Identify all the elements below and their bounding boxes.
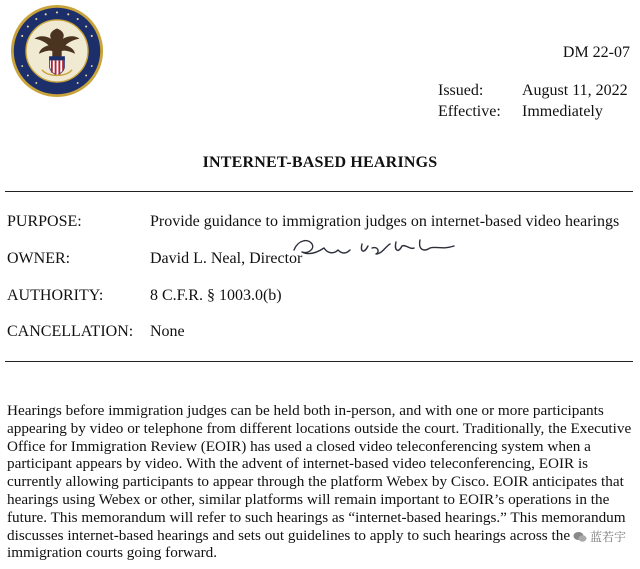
wechat-icon bbox=[573, 531, 587, 543]
memo-body bbox=[7, 402, 635, 562]
doj-seal-logo bbox=[10, 4, 104, 98]
effective-line bbox=[438, 101, 628, 122]
owner-label: OWNER: bbox=[7, 250, 71, 267]
effective-label: Effective: bbox=[438, 103, 501, 120]
top-divider bbox=[5, 191, 633, 192]
purpose-value: Provide guidance to immigration judges on internet-based video hearings bbox=[150, 213, 620, 230]
bottom-divider bbox=[5, 361, 633, 362]
memo-title: INTERNET-BASED HEARINGS bbox=[202, 154, 438, 171]
watermark-text: 蓝若宇 bbox=[589, 530, 626, 544]
issue-effective-block bbox=[438, 80, 628, 122]
watermark bbox=[573, 528, 626, 545]
handwritten-signature bbox=[290, 232, 460, 266]
purpose-label: PURPOSE: bbox=[7, 213, 82, 230]
cancellation-label: CANCELLATION: bbox=[7, 323, 134, 340]
issued-line bbox=[438, 80, 628, 101]
owner-value: David L. Neal, Director bbox=[150, 250, 303, 267]
memo-number: DM 22-07 bbox=[562, 44, 630, 61]
issued-label: Issued: bbox=[438, 82, 484, 99]
authority-label: AUTHORITY: bbox=[7, 287, 104, 304]
effective-value: Immediately bbox=[522, 103, 603, 120]
cancellation-value: None bbox=[150, 323, 185, 340]
authority-value: 8 C.F.R. § 1003.0(b) bbox=[150, 287, 282, 304]
issued-date: August 11, 2022 bbox=[522, 82, 628, 99]
body-paragraph: Hearings before immigration judges can be held both in-person, and with one or more participants appearing by video or telephone from different locations outside the court. Traditionally, the Executive Office for Immigration Review (EOIR) has used a closed video teleconferencing system when a participant appears by video. With the advent of internet-based video teleconferencing, EOIR is currently allowing participants to appear through the platform Webex by Cisco. EOIR anticipates that hearings using Webex or other, similar platforms will remain important to EOIR’s operations in the future. This memorandum will refer to such hearings as “internet-based hearings.” This memorandum discusses internet-based hearings and sets out guidelines to apply to such hearings across the immigration courts going forward. bbox=[7, 402, 632, 562]
